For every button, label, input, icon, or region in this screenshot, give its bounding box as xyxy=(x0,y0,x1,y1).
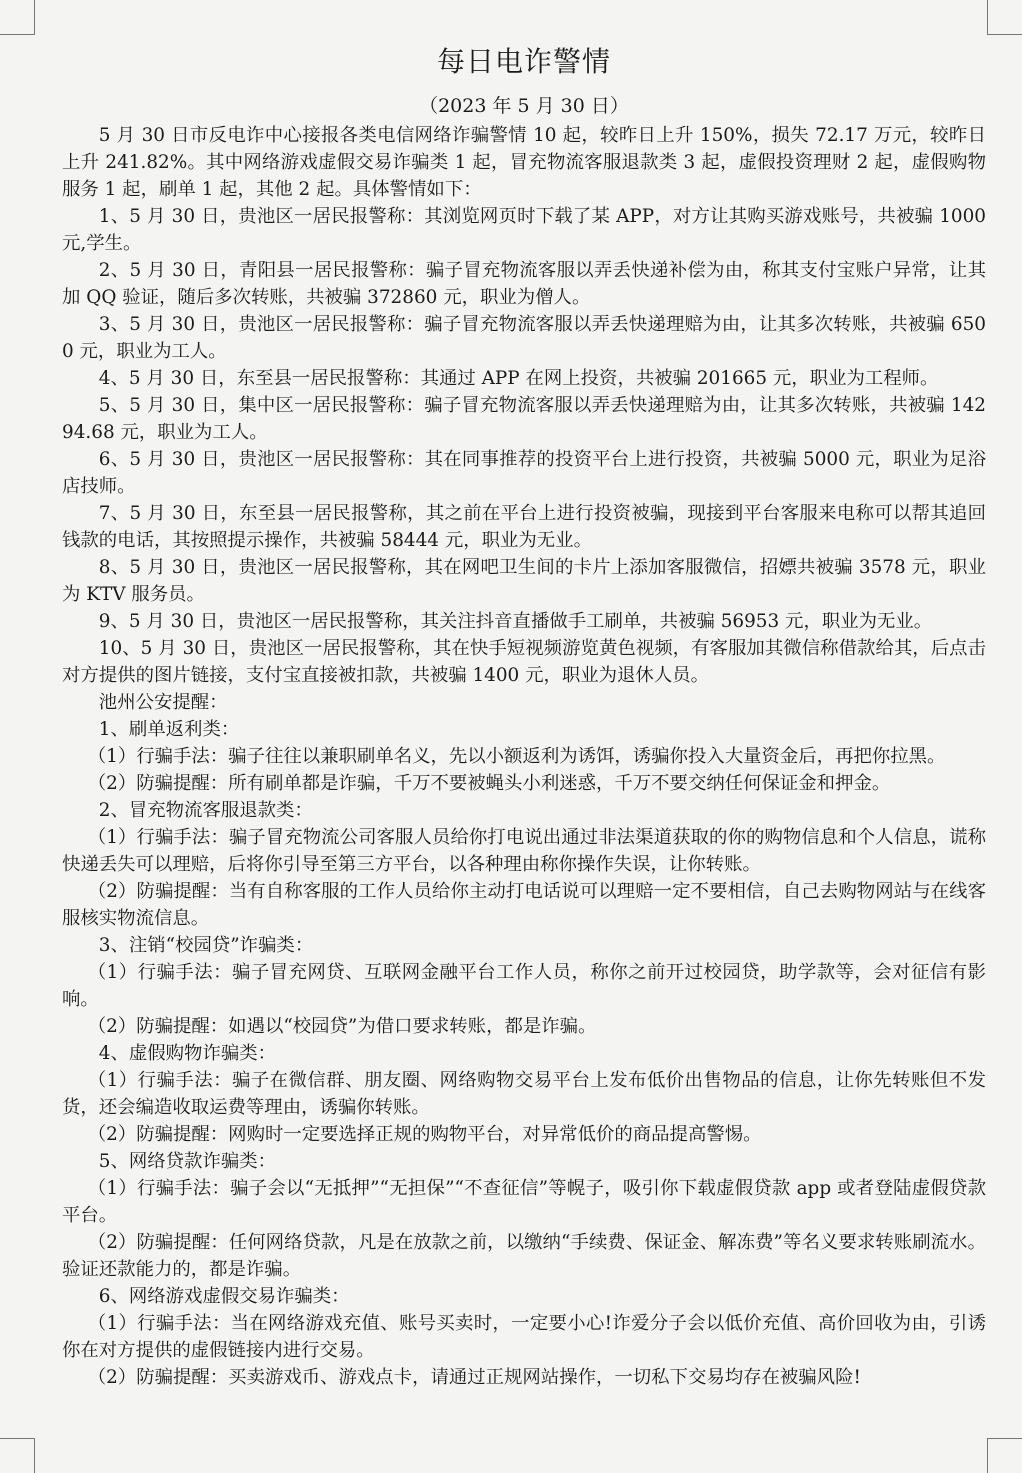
tip-heading: 5、网络贷款诈骗类： xyxy=(98,1151,277,1172)
tip-heading: 6、网络游戏虚假交易诈骗类： xyxy=(98,1286,350,1307)
case-item: 5、5 月 30 日，集中区一居民报警称：骗子冒充物流客服以弄丢快递理赔为由，让其多次转账，共被骗 14294.68 元，职业为工人。 xyxy=(62,395,986,443)
crop-mark-top-right xyxy=(987,0,1022,35)
tip-heading: 4、虚假购物诈骗类： xyxy=(98,1043,277,1064)
tip-prevention: （2）防骗提醒：当有自称客服的工作人员给你主动打电话说可以理赔一定不要相信，自己去购物网站与在线客服核实物流信息。 xyxy=(62,881,986,929)
summary-paragraph: 5 月 30 日市反电诈中心接报各类电信网络诈骗警情 10 起，较昨日上升 150%，损失 72.17 万元，较昨日上升 241.82%。其中网络游戏虚假交易诈骗类 1 起，冒充物流客服退款类 3 起，虚假投资理财 2 起，虚假购物服务 1 起，刷单 1 起，其他 2 起。具体警情如下： xyxy=(62,125,986,200)
case-list xyxy=(62,203,986,689)
case-item: 10、5 月 30 日，贵池区一居民报警称，其在快手短视频游览黄色视频，有客服加其微信称借款给其，后点击对方提供的图片链接，支付宝直接被扣款，共被骗 1400 元，职业为退休人员。 xyxy=(62,638,986,686)
tip-method: （1）行骗手法：骗子冒充物流公司客服人员给你打电说出通过非法渠道获取的你的购物信息和个人信息，谎称快递丢失可以理赔，后将你引导至第三方平台，以各种理由称你操作失误，让你转账。 xyxy=(62,827,986,875)
tip-prevention: （2）防骗提醒：网购时一定要选择正规的购物平台，对异常低价的商品提高警惕。 xyxy=(87,1124,762,1145)
tip-prevention: （2）防骗提醒：任何网络贷款，凡是在放款之前，以缴纳“手续费、保证金、解冻费”等名义要求转账刷流水。验证还款能力的，都是诈骗。 xyxy=(62,1232,986,1280)
case-item: 4、5 月 30 日，东至县一居民报警称：其通过 APP 在网上投资，共被骗 201665 元，职业为工程师。 xyxy=(98,368,939,389)
case-item: 8、5 月 30 日，贵池区一居民报警称，其在网吧卫生间的卡片上添加客服微信，招嫖共被骗 3578 元，职业为 KTV 服务员。 xyxy=(62,557,986,605)
document-title: 每日电诈警情 xyxy=(436,45,611,78)
case-item: 7、5 月 30 日，东至县一居民报警称，其之前在平台上进行投资被骗，现接到平台客服来电称可以帮其追回钱款的电话，其按照提示操作，共被骗 58444 元，职业为无业。 xyxy=(62,503,986,551)
tip-method: （1）行骗手法：骗子在微信群、朋友圈、网络购物交易平台上发布低价出售物品的信息，让你先转账但不发货，还会编造收取运费等理由，诱骗你转账。 xyxy=(62,1070,986,1118)
tip-heading: 3、注销“校园贷”诈骗类： xyxy=(98,935,314,956)
case-item: 9、5 月 30 日，贵池区一居民报警称，其关注抖音直播做手工刷单，共被骗 56953 元，职业为无业。 xyxy=(98,611,933,632)
case-item: 3、5 月 30 日，贵池区一居民报警称：骗子冒充物流客服以弄丢快递理赔为由，让其多次转账，共被骗 6500 元，职业为工人。 xyxy=(62,314,986,362)
tip-prevention: （2）防骗提醒：买卖游戏币、游戏点卡，请通过正规网站操作，一切私下交易均存在被骗风险! xyxy=(87,1367,861,1388)
tips-section xyxy=(62,716,986,1391)
reminder-title: 池州公安提醒： xyxy=(98,692,228,713)
tip-method: （1）行骗手法：骗子冒充网贷、互联网金融平台工作人员，称你之前开过校园贷，助学款等，会对征信有影响。 xyxy=(62,962,986,1010)
tip-method: （1）行骗手法：骗子会以“无抵押”“无担保”“不查征信”等幌子，吸引你下载虚假贷款 app 或者登陆虚假贷款平台。 xyxy=(62,1178,986,1226)
document-page xyxy=(62,40,986,1391)
crop-mark-bottom-right xyxy=(987,1438,1022,1473)
tip-heading: 1、刷单返利类： xyxy=(98,719,240,740)
tip-heading: 2、冒充物流客服退款类： xyxy=(98,800,313,821)
case-item: 6、5 月 30 日，贵池区一居民报警称：其在同事推荐的投资平台上进行投资，共被骗 5000 元，职业为足浴店技师。 xyxy=(62,449,986,497)
case-item: 1、5 月 30 日，贵池区一居民报警称：其浏览网页时下载了某 APP，对方让其购买游戏账号，共被骗 1000 元,学生。 xyxy=(62,206,986,254)
tip-prevention: （2）防骗提醒：所有刷单都是诈骗，千万不要被蝇头小利迷惑，千万不要交纳任何保证金和押金。 xyxy=(87,773,891,794)
crop-mark-bottom-left xyxy=(0,1438,35,1473)
tip-method: （1）行骗手法：骗子往往以兼职刷单名义，先以小额返利为诱饵，诱骗你投入大量资金后，再把你拉黑。 xyxy=(87,746,946,767)
crop-mark-top-left xyxy=(0,0,35,35)
report-date: （2023 年 5 月 30 日） xyxy=(419,95,629,117)
tip-prevention: （2）防骗提醒：如遇以“校园贷”为借口要求转账，都是诈骗。 xyxy=(87,1016,597,1037)
case-item: 2、5 月 30 日，青阳县一居民报警称：骗子冒充物流客服以弄丢快递补偿为由，称其支付宝账户异常，让其加 QQ 验证，随后多次转账，共被骗 372860 元，职业为僧人。 xyxy=(62,260,986,308)
tip-method: （1）行骗手法：当在网络游戏充值、账号买卖时，一定要小心!诈爱分子会以低价充值、高价回收为由，引诱你在对方提供的虚假链接内进行交易。 xyxy=(62,1313,986,1361)
